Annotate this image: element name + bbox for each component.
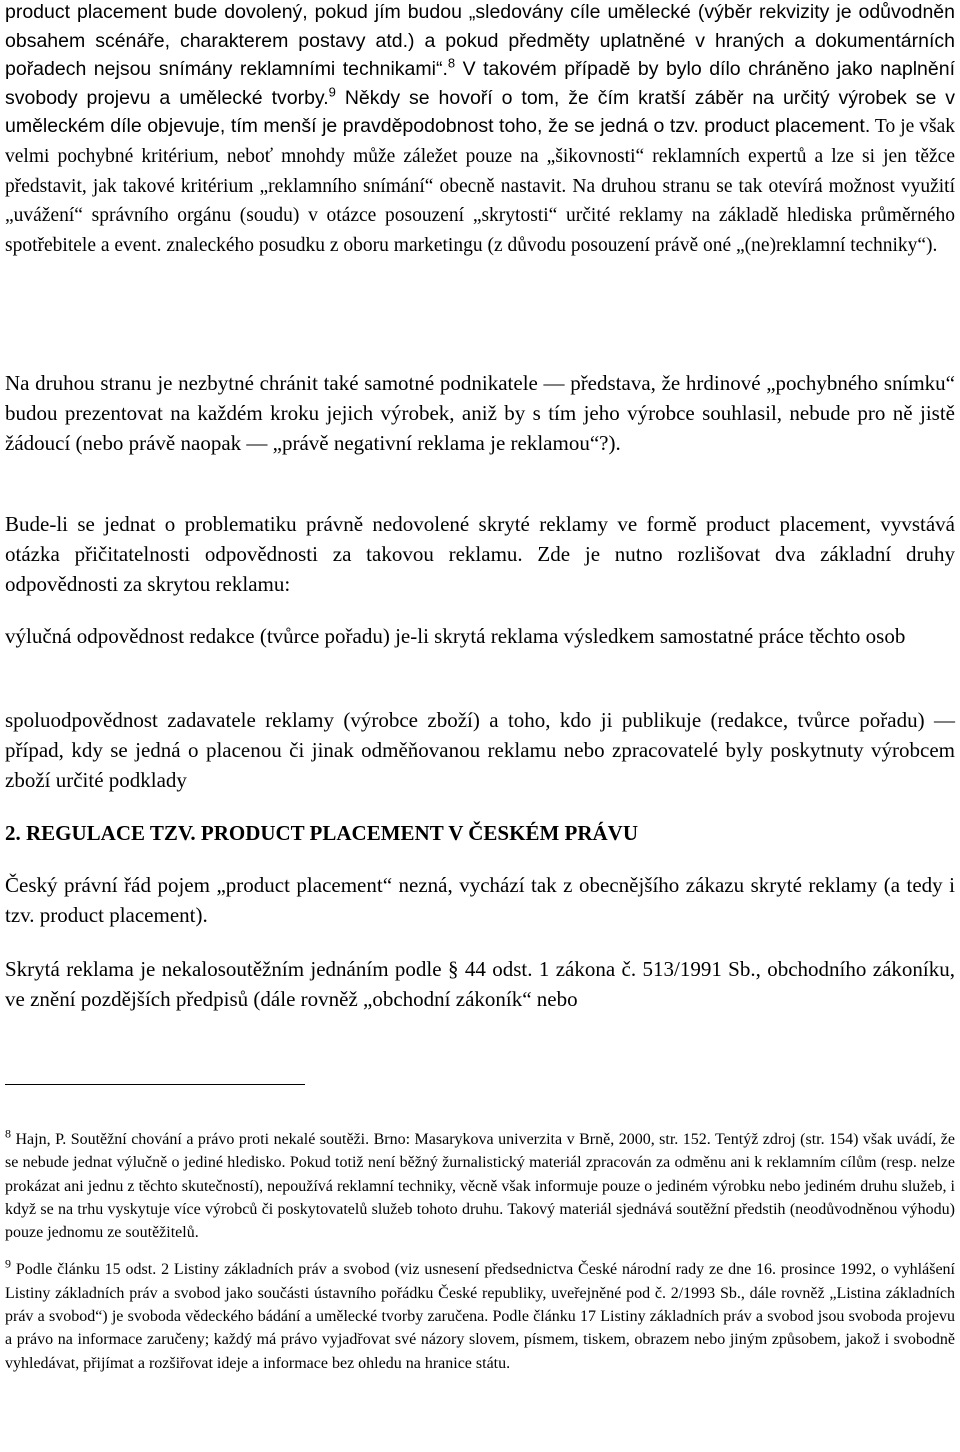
paragraph-entrepreneurs: Na druhou stranu je nezbytné chránit také samotné podnikatele — představa, že hrdinové „pochybného snímku“ budou prezentovat na každém kroku jejich výrobek, aniž by s tím jeho výrobce souhlasil, nebude pro ně jistě žádoucí (nebo právě naopak — „právě negativní reklama je reklamou“?). <box>5 371 955 455</box>
top-paragraph-part3: Někdy se hovoří o tom, že čím kratší záběr na určitý výrobek se v uměleckém díle objevuje, tím menší je pravděpodobnost toho, že se jedná o tzv. product placement. <box>5 86 955 138</box>
footnotes <box>5 1128 955 1375</box>
top-paragraph-part1: product placement bude dovolený, pokud jím budou „sledovány cíle umělecké (výběr rekvizity je odůvodněn obsahem scénáře, charakterem postavy atd.) a pokud předměty uplatněné v hraných a dokumentárních pořadech nejsou snímány reklamními technikami“. <box>5 1 955 81</box>
footnote-8 <box>5 1128 955 1244</box>
footnote-text: Podle článku 15 odst. 2 Listiny základních práv a svobod (viz usnesení předsednictva České národní rady ze dne 16. prosince 1992, o vyhlášení Listiny základních práv a svobod jako součásti ústavního pořádku České republiky, uveřejněné pod č. 2/1993 Sb., dále rovněž „Listina základních práv a svobod“) je svoboda vědeckého bádání a umělecké tvorby zaručena. Podle článku 17 Listiny základních práv a svobod jsou svoboda projevu a právo na informace zaručeny; každý má právo vyjadřovat své názory slovem, písmem, tiskem, obrazem nebo jiným způsobem, jakož i svobodně vyhledávat, přijímat a rozšiřovat ideje a informace bez ohledu na hranice státu. <box>5 1261 955 1372</box>
footnote-number: 9 <box>5 1257 11 1272</box>
top-paragraph-part4: To je však velmi pochybné kritérium, neboť mnohdy může záležet pouze na „šikovnosti“ reklamních expertů a lze si jen těžce představit, jak takové kritérium „reklamního snímání“ obecně nastavit. Na druhou stranu se tak otevírá možnost využití „uvážení“ správního orgánu (soudu) v otázce posouzení „skrytosti“ určité reklamy na základě hlediska průměrného spotřebitele a event. znaleckého posudku z oboru marketingu (z důvodu posouzení právě oné „(ne)reklamní techniky“). <box>5 116 956 256</box>
paragraph-hidden-advertising: Skrytá reklama je nekalosoutěžním jednáním podle § 44 odst. 1 zákona č. 513/1991 Sb., obchodního zákoníku, ve znění pozdějších předpisů (dále rovněž „obchodní zákoník“ nebo <box>5 957 955 1011</box>
footnote-ref-9[interactable]: 9 <box>328 84 336 100</box>
paragraph-czech-law: Český právní řád pojem „product placement“ nezná, vychází tak z obecnějšího zákazu skryté reklamy (a tedy i tzv. product placement). <box>5 873 955 927</box>
paragraph-liability: Bude-li se jednat o problematiku právně nedovolené skryté reklamy ve formě product placement, vyvstává otázka přičitatelnosti odpovědnosti za takovou reklamu. Zde je nutno rozlišovat dva základní druhy odpovědnosti za skrytou reklamu: <box>5 512 955 596</box>
paragraph-exclusive-liability: výlučná odpovědnost redakce (tvůrce pořadu) je-li skrytá reklama výsledkem samostatné práce těchto osob <box>5 624 906 648</box>
footnote-text: Hajn, P. Soutěžní chování a právo proti nekalé soutěži. Brno: Masarykova univerzita v Brně, 2000, str. 152. Tentýž zdroj (str. 154) však uvádí, že se nebude jednat výlučně o jediné hledisko. Pokud totiž není běžný žurnalistický materiál zpracován za odměnu ani k reklamním cílům (resp. nelze prokázat ani jednu z těchto skutečností), nepoužívá reklamní techniky, věcně však informuje pouze o jediném výrobku nebo jediném druhu služeb, i když se na trhu vyskytuje více výrobců či poskytovatelů služeb tohoto druhu. Takový materiál sjednává soutěžní předstih (neodůvodněnou výhodu) pouze jednomu ze soutěžitelů. <box>5 1131 955 1242</box>
section-heading: 2. REGULACE TZV. PRODUCT PLACEMENT V ČESKÉM PRÁVU <box>5 821 639 845</box>
footnote-separator <box>5 1084 305 1085</box>
top-paragraph <box>5 0 955 260</box>
footnote-9 <box>5 1258 955 1374</box>
paragraph-joint-liability: spoluodpovědnost zadavatele reklamy (výrobce zboží) a toho, kdo ji publikuje (redakce, tvůrce pořadu) — případ, kdy se jedná o placenou či jinak odměňovanou reklamu nebo zpracovatelé byly poskytnuty výrobcem zboží určité podklady <box>5 708 955 792</box>
footnote-number: 8 <box>5 1126 11 1141</box>
footnote-ref-8[interactable]: 8 <box>447 55 456 71</box>
top-paragraph-part2: V takovém případě by bylo dílo chráněno jako naplnění svobody projevu a umělecké tvorby. <box>5 58 956 109</box>
